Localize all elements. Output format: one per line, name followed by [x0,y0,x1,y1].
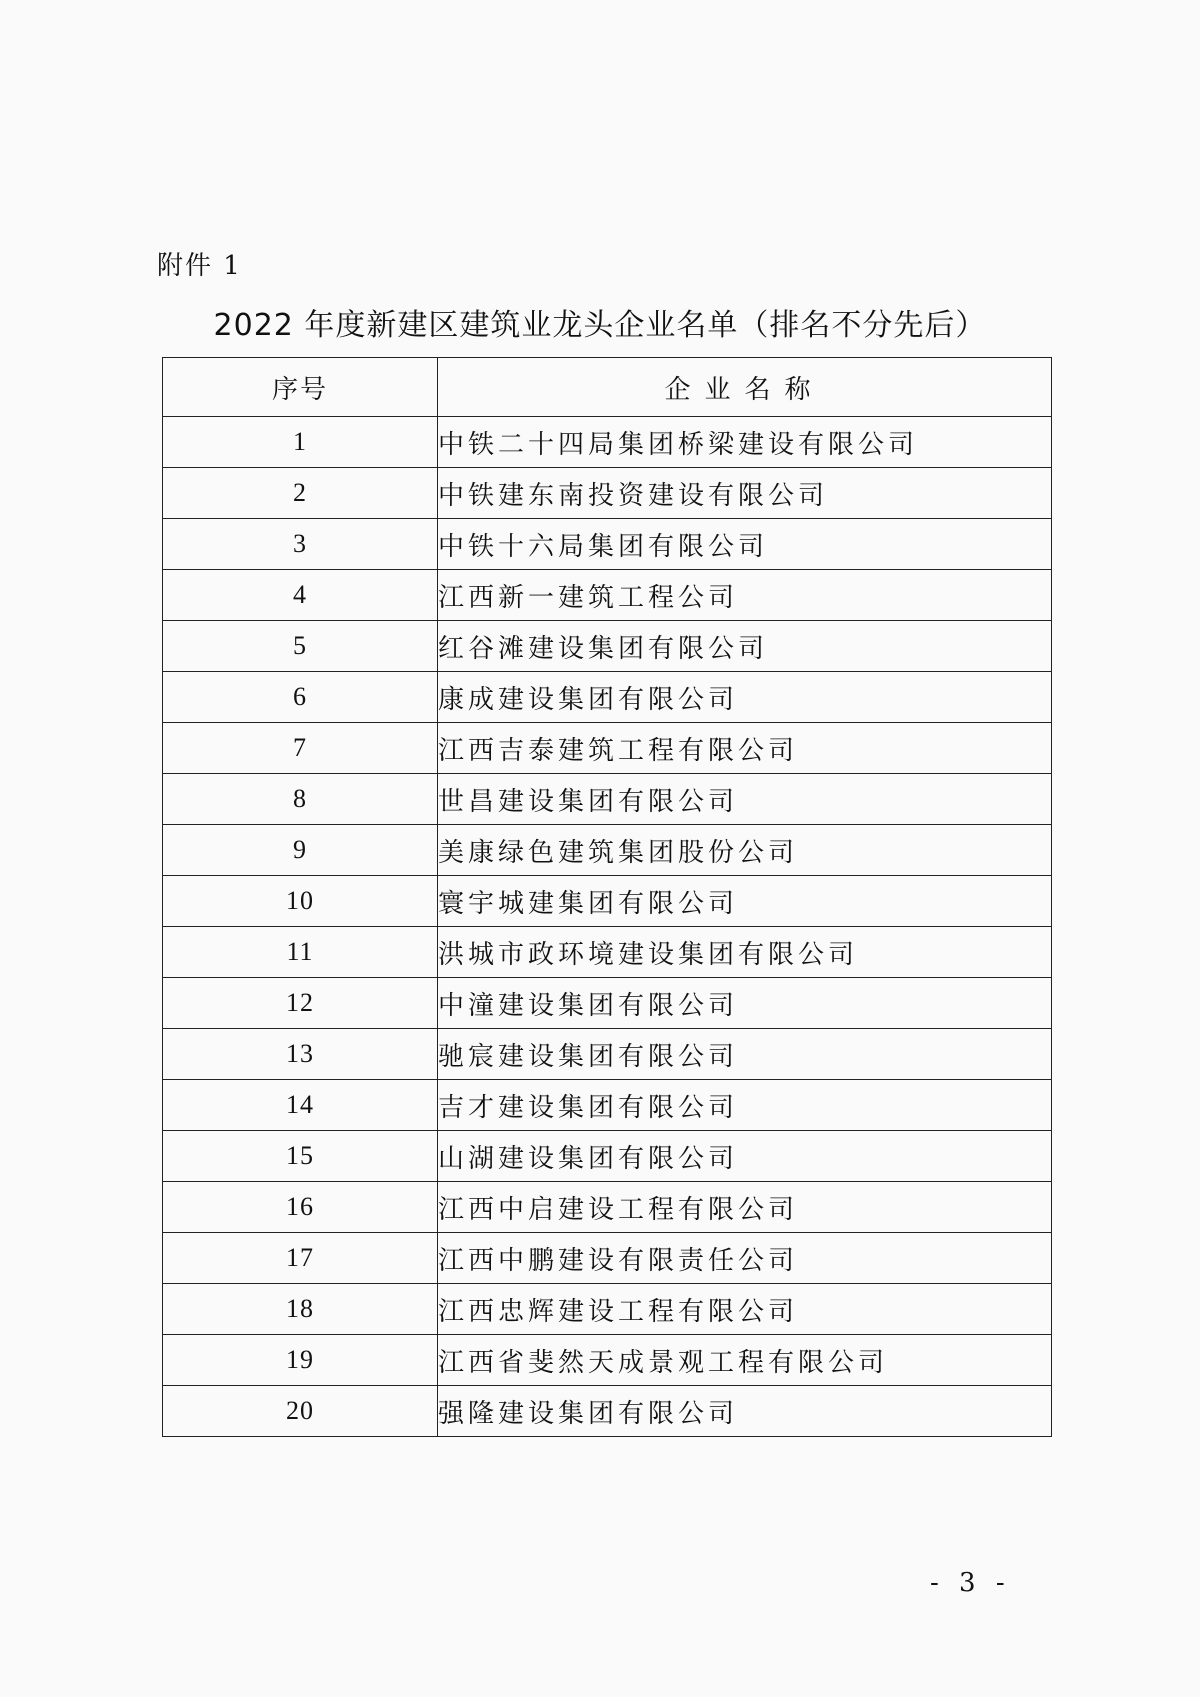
table-row [163,1182,1052,1233]
row-enterprise-name: 洪城市政环境建设集团有限公司 [438,927,1052,978]
table-row [163,927,1052,978]
row-enterprise-name: 吉才建设集团有限公司 [438,1080,1052,1131]
row-serial-number: 1 [163,417,438,468]
table-row [163,1029,1052,1080]
table-row [163,1080,1052,1131]
row-serial-number: 16 [163,1182,438,1233]
table-row [163,1386,1052,1437]
table-header-row [163,358,1052,417]
row-serial-number: 11 [163,927,438,978]
table-row [163,417,1052,468]
table-row [163,570,1052,621]
row-serial-number: 17 [163,1233,438,1284]
table-row [163,1233,1052,1284]
enterprise-table [162,357,1052,1437]
row-enterprise-name: 康成建设集团有限公司 [438,672,1052,723]
table-row [163,672,1052,723]
table-row [163,723,1052,774]
table-row [163,1335,1052,1386]
row-enterprise-name: 中铁建东南投资建设有限公司 [438,468,1052,519]
row-serial-number: 7 [163,723,438,774]
row-serial-number: 6 [163,672,438,723]
row-enterprise-name: 驰宸建设集团有限公司 [438,1029,1052,1080]
header-serial-number: 序号 [163,358,438,417]
page-title: 2022 年度新建区建筑业龙头企业名单（排名不分先后） [213,308,987,343]
row-enterprise-name: 江西省斐然天成景观工程有限公司 [438,1335,1052,1386]
row-enterprise-name: 寰宇城建集团有限公司 [438,876,1052,927]
row-enterprise-name: 强隆建设集团有限公司 [438,1386,1052,1437]
table-row [163,825,1052,876]
row-serial-number: 9 [163,825,438,876]
page-number: - 3 - [930,1568,1011,1598]
row-enterprise-name: 中铁二十四局集团桥梁建设有限公司 [438,417,1052,468]
row-serial-number: 19 [163,1335,438,1386]
row-enterprise-name: 江西中启建设工程有限公司 [438,1182,1052,1233]
table-row [163,978,1052,1029]
row-serial-number: 2 [163,468,438,519]
attachment-label: 附件 1 [157,251,242,281]
row-enterprise-name: 中潼建设集团有限公司 [438,978,1052,1029]
row-serial-number: 12 [163,978,438,1029]
header-enterprise-name: 企业名称 [438,358,1052,417]
row-enterprise-name: 中铁十六局集团有限公司 [438,519,1052,570]
row-serial-number: 14 [163,1080,438,1131]
row-enterprise-name: 山湖建设集团有限公司 [438,1131,1052,1182]
table-row [163,621,1052,672]
row-serial-number: 18 [163,1284,438,1335]
row-serial-number: 3 [163,519,438,570]
row-enterprise-name: 江西忠辉建设工程有限公司 [438,1284,1052,1335]
row-enterprise-name: 红谷滩建设集团有限公司 [438,621,1052,672]
row-enterprise-name: 江西吉泰建筑工程有限公司 [438,723,1052,774]
table-row [163,519,1052,570]
table-row [163,468,1052,519]
table-row [163,1284,1052,1335]
row-serial-number: 15 [163,1131,438,1182]
table-row [163,774,1052,825]
table-row [163,1131,1052,1182]
row-serial-number: 4 [163,570,438,621]
table-row [163,876,1052,927]
row-enterprise-name: 江西中鹏建设有限责任公司 [438,1233,1052,1284]
row-enterprise-name: 美康绿色建筑集团股份公司 [438,825,1052,876]
row-serial-number: 5 [163,621,438,672]
row-enterprise-name: 世昌建设集团有限公司 [438,774,1052,825]
row-serial-number: 8 [163,774,438,825]
row-serial-number: 10 [163,876,438,927]
row-enterprise-name: 江西新一建筑工程公司 [438,570,1052,621]
row-serial-number: 13 [163,1029,438,1080]
row-serial-number: 20 [163,1386,438,1437]
